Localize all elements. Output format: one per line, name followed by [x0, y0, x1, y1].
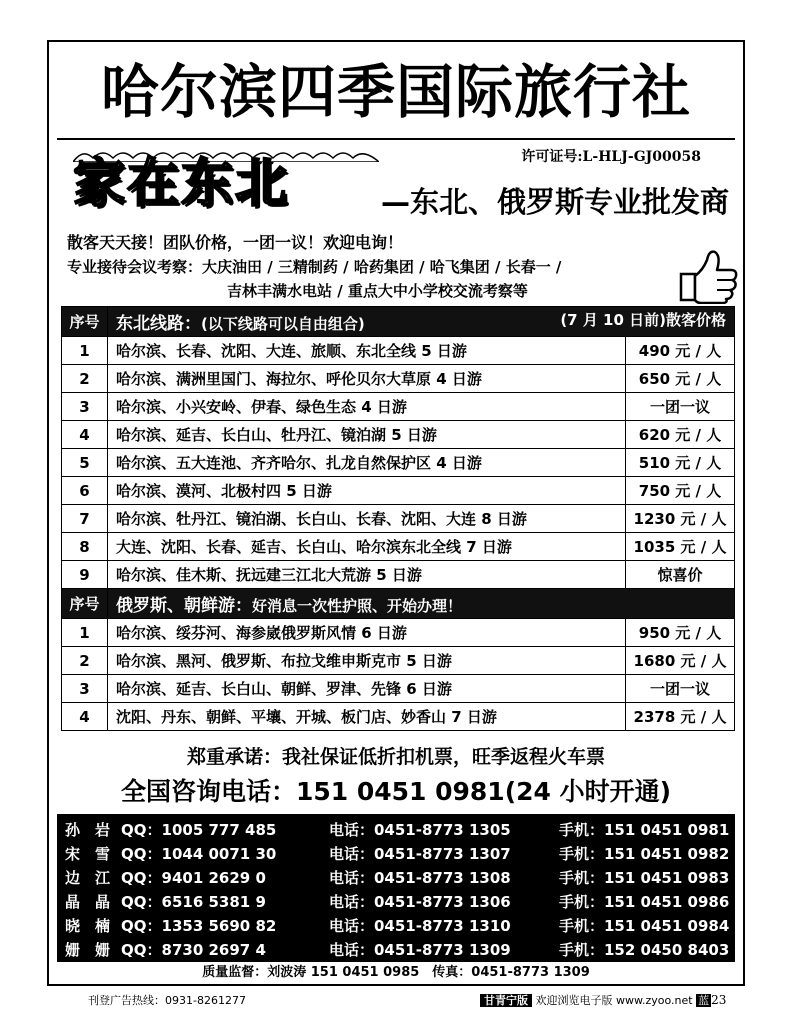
title-divider [57, 138, 735, 140]
route-name: 哈尔滨、小兴安岭、伊春、绿色生态 4 日游 [108, 393, 626, 421]
route-name: 沈阳、丹东、朝鲜、平壤、开城、板门店、妙香山 7 日游 [108, 703, 626, 731]
contact-mobile: 手机：151 0451 0981 [559, 821, 730, 839]
intro-line-1: 散客天天接！团队价格，一团一议！欢迎电询！ [67, 233, 404, 252]
russia-header-cell [108, 589, 735, 619]
route-name: 哈尔滨、绥芬河、海参崴俄罗斯风情 6 日游 [108, 619, 626, 647]
ad-hotline: 刊登广告热线：0931-8261277 [88, 994, 246, 1007]
table-row [62, 561, 735, 589]
row-number: 2 [62, 365, 108, 393]
contact-phone: 电话：0451-8773 1307 [329, 845, 511, 863]
page-number: 23 [711, 993, 727, 1007]
route-name: 哈尔滨、长春、沈阳、大连、旅顺、东北全线 5 日游 [108, 337, 626, 365]
route-name: 哈尔滨、黑河、俄罗斯、布拉戈维申斯克市 5 日游 [108, 647, 626, 675]
contact-mobile: 手机：151 0451 0982 [559, 845, 730, 863]
table-row [62, 337, 735, 365]
northeast-header-cell [108, 307, 735, 337]
northeast-header-note: (以下线路可以自由组合) [201, 315, 365, 333]
page-footer [480, 992, 726, 1009]
route-price: 650 元 / 人 [626, 365, 735, 393]
route-price: 510 元 / 人 [626, 449, 735, 477]
edition-badge: 甘青宁版 [480, 994, 532, 1007]
table-row [62, 477, 735, 505]
contact-qq: QQ：1044 0071 30 [121, 845, 277, 863]
website-note: 欢迎浏览电子版 www.zyoo.net [535, 994, 693, 1007]
contact-name: 晶 晶 [65, 893, 111, 911]
russia-header-no: 序号 [62, 589, 108, 619]
northeast-header-price: (7 月 10 日前)散客价格 [560, 311, 727, 329]
contact-row [57, 938, 735, 962]
table-row [62, 647, 735, 675]
intro-line-3: 吉林丰满水电站 / 重点大中小学校交流考察等 [227, 282, 528, 300]
contact-name: 边 江 [65, 869, 111, 887]
route-price: 620 元 / 人 [626, 421, 735, 449]
russia-header-title: 俄罗斯、朝鲜游： [116, 596, 252, 616]
route-price: 一团一议 [626, 675, 735, 703]
contact-qq: QQ：8730 2697 4 [121, 941, 266, 959]
thumbs-up-icon [675, 248, 739, 304]
table-row [62, 505, 735, 533]
contact-row [57, 818, 735, 842]
page-color-badge: 蓝 [698, 994, 710, 1007]
row-number: 7 [62, 505, 108, 533]
contact-phone: 电话：0451-8773 1305 [329, 821, 511, 839]
advertisement-frame [47, 40, 745, 986]
hotline: 全国咨询电话：151 0451 0981(24 小时开通) [120, 777, 672, 806]
contacts-panel [57, 814, 735, 984]
contact-qq: QQ：1005 777 485 [121, 821, 277, 839]
route-price: 惊喜价 [626, 561, 735, 589]
row-number: 2 [62, 647, 108, 675]
route-name: 哈尔滨、五大连池、齐齐哈尔、扎龙自然保护区 4 日游 [108, 449, 626, 477]
table-row [62, 393, 735, 421]
table-row [62, 533, 735, 561]
route-name: 大连、沈阳、长春、延吉、长白山、哈尔滨东北全线 7 日游 [108, 533, 626, 561]
route-name: 哈尔滨、牡丹江、镜泊湖、长白山、长春、沈阳、大连 8 日游 [108, 505, 626, 533]
brand-slogan: 家在东北 [73, 154, 290, 214]
contact-qq: QQ：1353 5690 82 [121, 917, 277, 935]
contact-name: 宋 雪 [65, 845, 111, 863]
agency-title: 哈尔滨四季国际旅行社 [100, 58, 691, 126]
quality-supervision: 质量监督：刘波涛 151 0451 0985 传真：0451-8773 1309 [57, 962, 735, 984]
contact-row [57, 866, 735, 890]
row-number: 3 [62, 675, 108, 703]
route-price: 950 元 / 人 [626, 619, 735, 647]
brand-tagline: —东北、俄罗斯专业批发商 [381, 185, 730, 219]
contact-name: 孙 岩 [65, 821, 111, 839]
contact-phone: 电话：0451-8773 1308 [329, 869, 511, 887]
table-row [62, 449, 735, 477]
route-name: 哈尔滨、漠河、北极村四 5 日游 [108, 477, 626, 505]
russia-header-row [62, 589, 735, 619]
route-price: 1680 元 / 人 [626, 647, 735, 675]
row-number: 8 [62, 533, 108, 561]
license-number: 许可证号:L-HLJ-GJ00058 [521, 149, 701, 165]
contact-mobile: 手机：152 0450 8403 [559, 941, 730, 959]
contact-qq: QQ：6516 5381 9 [121, 893, 266, 911]
contact-phone: 电话：0451-8773 1310 [329, 917, 511, 935]
contact-name: 晓 楠 [65, 917, 111, 935]
contact-row [57, 890, 735, 914]
row-number: 1 [62, 619, 108, 647]
russia-header-note: 好消息一次性护照、开始办理！ [252, 597, 463, 615]
routes-table [61, 306, 735, 731]
row-number: 6 [62, 477, 108, 505]
route-price: 750 元 / 人 [626, 477, 735, 505]
contact-qq: QQ：9401 2629 0 [121, 869, 266, 887]
row-number: 4 [62, 703, 108, 731]
contact-phone: 电话：0451-8773 1309 [329, 941, 511, 959]
intro-line-2: 专业接待会议考察：大庆油田 / 三精制药 / 哈药集团 / 哈飞集团 / 长春一 / [67, 258, 562, 276]
route-name: 哈尔滨、满洲里国门、海拉尔、呼伦贝尔大草原 4 日游 [108, 365, 626, 393]
route-price: 2378 元 / 人 [626, 703, 735, 731]
contact-row [57, 914, 735, 938]
route-price: 1230 元 / 人 [626, 505, 735, 533]
contact-name: 姗 姗 [65, 941, 111, 959]
table-row [62, 421, 735, 449]
contact-phone: 电话：0451-8773 1306 [329, 893, 511, 911]
promise-statement: 郑重承诺：我社保证低折扣机票，旺季返程火车票 [186, 746, 605, 768]
northeast-header-row [62, 307, 735, 337]
table-row [62, 619, 735, 647]
row-number: 1 [62, 337, 108, 365]
northeast-header-no: 序号 [62, 307, 108, 337]
route-price: 一团一议 [626, 393, 735, 421]
route-name: 哈尔滨、佳木斯、抚远建三江北大荒游 5 日游 [108, 561, 626, 589]
table-row [62, 365, 735, 393]
row-number: 3 [62, 393, 108, 421]
contact-mobile: 手机：151 0451 0984 [559, 917, 730, 935]
row-number: 5 [62, 449, 108, 477]
route-price: 490 元 / 人 [626, 337, 735, 365]
route-name: 哈尔滨、延吉、长白山、朝鲜、罗津、先锋 6 日游 [108, 675, 626, 703]
route-price: 1035 元 / 人 [626, 533, 735, 561]
row-number: 9 [62, 561, 108, 589]
table-row [62, 675, 735, 703]
contact-row [57, 842, 735, 866]
contact-mobile: 手机：151 0451 0986 [559, 893, 730, 911]
route-name: 哈尔滨、延吉、长白山、牡丹江、镜泊湖 5 日游 [108, 421, 626, 449]
row-number: 4 [62, 421, 108, 449]
northeast-header-title: 东北线路： [116, 314, 201, 334]
table-row [62, 703, 735, 731]
contact-mobile: 手机：151 0451 0983 [559, 869, 730, 887]
